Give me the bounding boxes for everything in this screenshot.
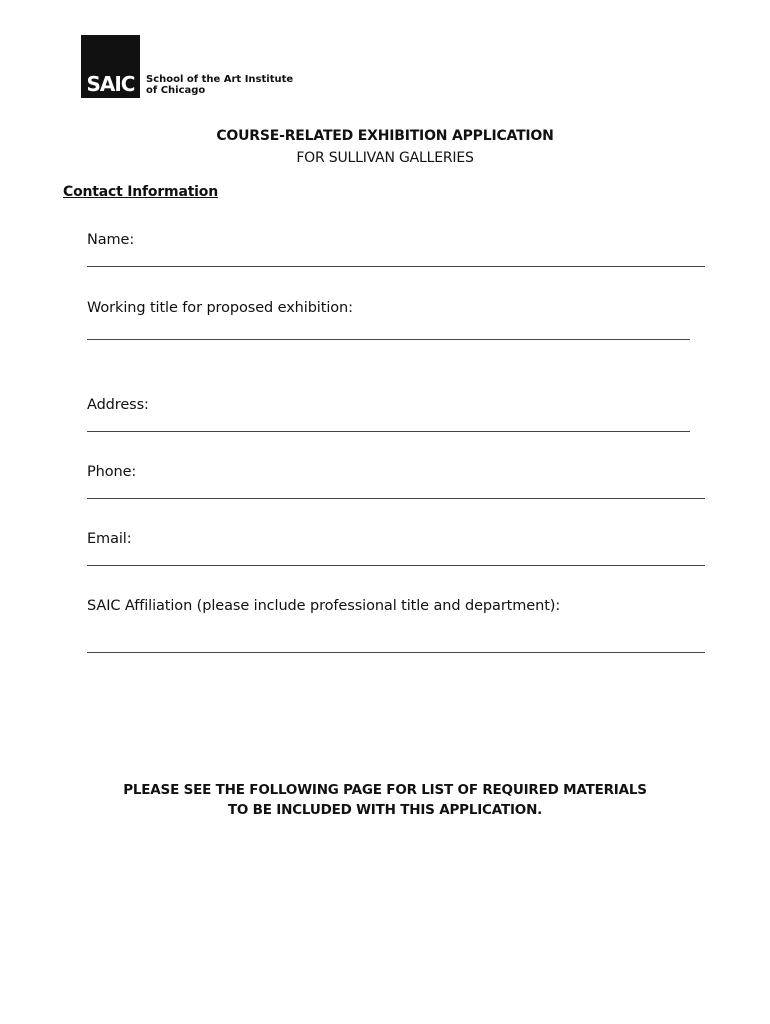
address-label: Address: bbox=[87, 397, 149, 413]
working-title-field[interactable] bbox=[87, 339, 690, 340]
required-materials-notice bbox=[0, 780, 770, 820]
name-label: Name: bbox=[87, 232, 135, 248]
phone-field[interactable] bbox=[87, 498, 705, 499]
logo-name-line1: School of the Art Institute bbox=[146, 74, 294, 85]
email-field[interactable] bbox=[87, 565, 705, 566]
saic-logo bbox=[81, 35, 140, 98]
phone-label: Phone: bbox=[87, 464, 137, 480]
address-field[interactable] bbox=[87, 431, 690, 432]
notice-line1: PLEASE SEE THE FOLLOWING PAGE FOR LIST OF REQUIRED MATERIALS bbox=[123, 782, 647, 798]
notice-line2: TO BE INCLUDED WITH THIS APPLICATION. bbox=[227, 802, 543, 818]
logo-mark: SAIC bbox=[86, 72, 135, 96]
affiliation-field[interactable] bbox=[87, 652, 705, 653]
affiliation-label: SAIC Affiliation (please include professional title and department): bbox=[87, 598, 561, 614]
email-label: Email: bbox=[87, 531, 132, 547]
document-title: COURSE-RELATED EXHIBITION APPLICATION bbox=[216, 128, 554, 144]
name-field[interactable] bbox=[87, 266, 705, 267]
logo-institution-name bbox=[146, 74, 293, 96]
document-subtitle: FOR SULLIVAN GALLERIES bbox=[296, 150, 474, 166]
contact-information-heading: Contact Information bbox=[63, 184, 218, 200]
working-title-label: Working title for proposed exhibition: bbox=[87, 300, 353, 316]
logo-name-line2: of Chicago bbox=[146, 85, 206, 96]
